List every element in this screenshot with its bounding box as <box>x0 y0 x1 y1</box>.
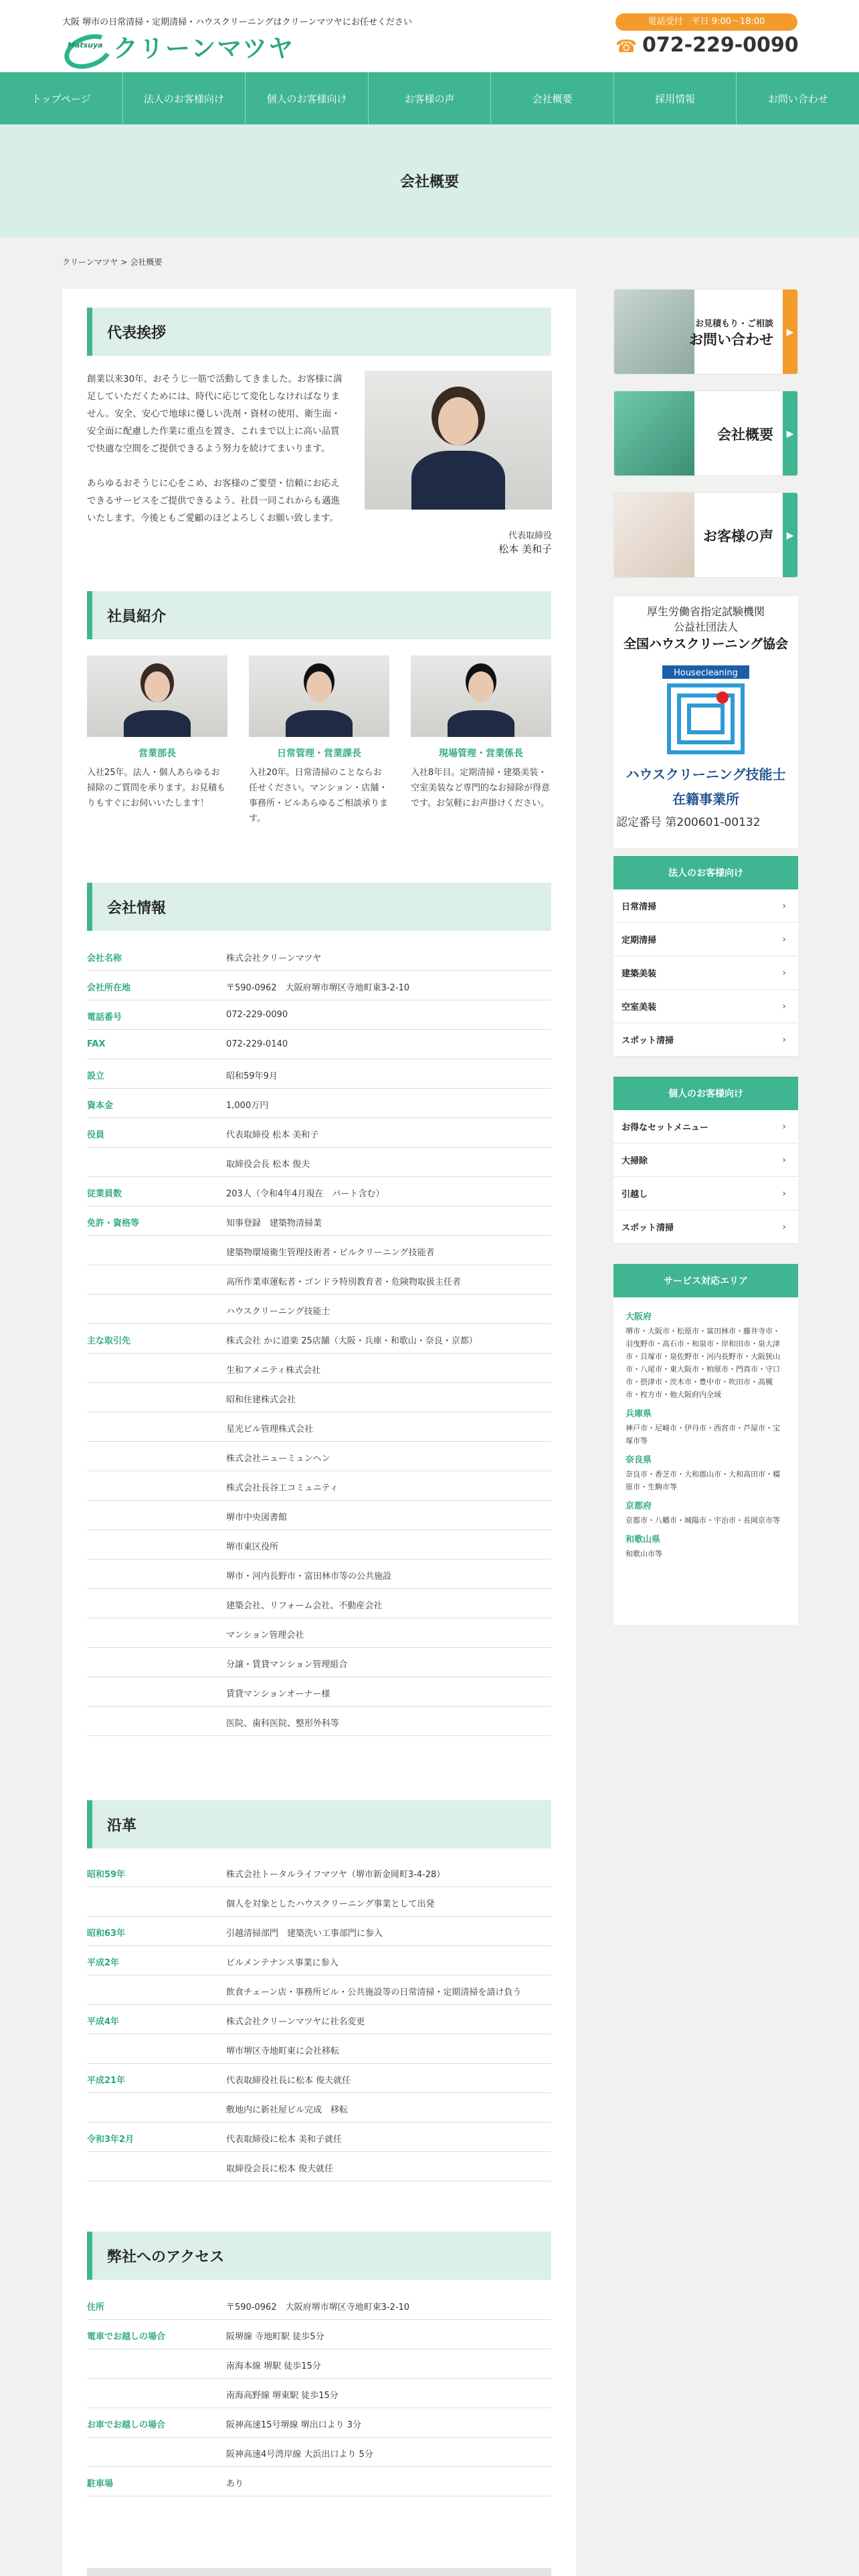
company-info-row <box>87 1442 551 1471</box>
assoc-cert-number: 認定番号 第200601-00132 <box>616 816 761 829</box>
nav-top[interactable]: トップページ <box>0 72 123 124</box>
staff-card-3 <box>411 655 551 811</box>
nav-company[interactable]: 会社概要 <box>491 72 614 124</box>
access-row <box>87 2320 551 2349</box>
staff-heading: 社員紹介 <box>87 591 551 639</box>
logo-swoosh-icon <box>62 31 109 61</box>
chevron-right-icon: › <box>782 1154 786 1166</box>
menu-item-label: 建築美装 <box>622 969 657 979</box>
banner-company-arrow-icon: ▶ <box>783 391 797 476</box>
company-info-value: マンション管理会社 <box>226 1630 304 1640</box>
area-prefecture: 大阪府 <box>626 1312 652 1322</box>
history-label <box>87 1975 226 2004</box>
company-info-label: 役員 <box>87 1130 105 1140</box>
menu-item-corp-3[interactable] <box>613 990 798 1023</box>
history-label <box>87 2093 226 2122</box>
area-prefecture: 和歌山県 <box>626 1535 661 1545</box>
company-info-value: 堺市東区役所 <box>226 1542 279 1552</box>
menu-item-label: スポット清掃 <box>622 1036 674 1046</box>
company-info-value: 高所作業車運転者・ゴンドラ特別教育者・危険物取扱主任者 <box>226 1277 462 1287</box>
area-cities: 和歌山市等 <box>626 1549 662 1558</box>
company-info-value: 建築会社、リフォーム会社、不動産会社 <box>226 1601 383 1611</box>
greeting-paragraph-2: あらゆるおそうじに心をこめ、お客様のご要望・信頼にお応えできるサービスをご提供できるよう、社員一同これからも邁進いたします。今後ともご愛顧のほどよろしくお願い致します。 <box>87 478 340 524</box>
company-info-row <box>87 1383 551 1412</box>
menu-item-personal-1[interactable] <box>613 1144 798 1177</box>
company-info-row <box>87 1589 551 1618</box>
company-info-row <box>87 1000 551 1030</box>
access-label <box>87 2379 226 2407</box>
company-info-value: 堺市中央図書館 <box>226 1513 288 1523</box>
menu-item-personal-3[interactable] <box>613 1210 798 1244</box>
staff-desc-1: 入社25年。法人・個人あらゆるお掃除のご質問を承ります。お見積もりもすぐにお伺いいたします！ <box>87 768 225 809</box>
nav-personal[interactable]: 個人のお客様向け <box>246 72 369 124</box>
company-info-label: 設立 <box>87 1071 105 1081</box>
company-info-label <box>87 1501 226 1529</box>
history-label <box>87 2034 226 2063</box>
housecleaning-emblem-icon <box>656 659 756 759</box>
history-value: 取締役会長に松本 俊夫就任 <box>226 2164 334 2174</box>
access-heading: 弊社へのアクセス <box>87 2232 551 2280</box>
history-row <box>87 2093 551 2123</box>
menu-item-corp-4[interactable] <box>613 1023 798 1057</box>
company-info-value: 072-229-0090 <box>226 1010 288 1020</box>
company-info-value: 生和アメニティ株式会社 <box>226 1366 321 1376</box>
banner-company-title: 会社概要 <box>717 427 773 443</box>
company-info-label: 主な取引先 <box>87 1336 131 1346</box>
company-info-row <box>87 1030 551 1059</box>
history-label <box>87 2152 226 2181</box>
company-info-row <box>87 1648 551 1677</box>
access-value: あり <box>226 2479 244 2489</box>
nav-voices[interactable]: お客様の声 <box>369 72 492 124</box>
area-prefecture: 奈良県 <box>626 1455 652 1465</box>
company-info-label <box>87 1471 226 1500</box>
access-table <box>87 2290 551 2496</box>
area-prefecture: 兵庫県 <box>626 1409 652 1419</box>
access-row <box>87 2290 551 2320</box>
personal-menu-heading: 個人のお客様向け <box>613 1077 798 1110</box>
breadcrumb <box>62 256 162 267</box>
site-header <box>0 0 859 72</box>
company-info-label <box>87 1442 226 1471</box>
company-info-row <box>87 1089 551 1118</box>
company-info-label <box>87 1618 226 1647</box>
company-info-value: 取締役会長 松本 俊夫 <box>226 1160 310 1170</box>
menu-item-label: スポット清掃 <box>622 1223 674 1233</box>
banner-contact-sub: お見積もり・ご相談 <box>694 318 773 329</box>
history-row <box>87 1917 551 1946</box>
history-label: 平成21年 <box>87 2076 126 2086</box>
company-info-row <box>87 1265 551 1295</box>
company-info-row <box>87 1471 551 1501</box>
company-info-label <box>87 1648 226 1677</box>
company-info-row <box>87 1118 551 1148</box>
phone-number: 072-229-0090 <box>642 33 799 57</box>
association-badge[interactable] <box>613 597 798 848</box>
history-label: 昭和63年 <box>87 1929 126 1939</box>
company-info-value: 株式会社 かに道楽 25店舗（大阪・兵庫・和歌山・奈良・京都） <box>226 1336 478 1346</box>
company-info-value: 医院、歯科医院、整形外科等 <box>226 1719 340 1729</box>
access-label: 駐車場 <box>87 2479 114 2489</box>
company-info-label <box>87 1707 226 1735</box>
menu-item-label: お得なセットメニュー <box>622 1123 708 1133</box>
staff-desc-3: 入社8年目。定期清掃・建築美装・空室美装など専門的なお掃除が得意です。お気軽にお声掛けください。 <box>411 768 551 809</box>
banner-contact-title: お問い合わせ <box>689 331 773 348</box>
company-info-value: ハウスクリーニング技能士 <box>226 1307 330 1317</box>
corporate-menu-heading: 法人のお客様向け <box>613 856 798 889</box>
chevron-right-icon: › <box>782 967 786 978</box>
access-row <box>87 2379 551 2408</box>
company-info-label: 電話番号 <box>87 1012 122 1023</box>
company-info-label <box>87 1148 226 1176</box>
emblem-text: Housecleaning <box>674 668 738 678</box>
banner-company-image <box>614 391 694 476</box>
history-label: 令和3年2月 <box>87 2135 134 2145</box>
company-info-row <box>87 1059 551 1089</box>
history-label: 平成4年 <box>87 2017 120 2027</box>
company-info-label: 免許・資格等 <box>87 1218 140 1228</box>
greeting-heading: 代表挨拶 <box>87 308 551 356</box>
logo-name: クリーンマツヤ <box>113 34 295 63</box>
area-cities: 堺市・大阪市・松原市・富田林市・藤井寺市・羽曳野市・高石市・和泉市・岸和田市・泉大津市・貝塚市・泉佐野市・河内長野市・大阪狭山市・八尾市・東大阪市・柏原市・門真市・守口市・摂津市・茨木市・豊中市・吹田市・高槻市・枚方市・他大阪府内全域 <box>626 1327 780 1399</box>
history-value: 株式会社クリーンマツヤに社名変更 <box>226 2017 365 2027</box>
company-info-label <box>87 1295 226 1323</box>
access-value: 南海本線 堺駅 徒歩15分 <box>226 2361 321 2371</box>
company-info-row <box>87 1560 551 1589</box>
president-title: 代表取締役 <box>508 531 552 541</box>
company-info-row <box>87 971 551 1000</box>
company-info-table <box>87 942 551 1736</box>
menu-item-corp-0[interactable] <box>613 889 798 923</box>
history-label <box>87 1887 226 1916</box>
page-title: 会社概要 <box>0 124 859 237</box>
company-info-value: 知事登録 建築物清掃業 <box>226 1218 322 1228</box>
banner-voices-arrow-icon: ▶ <box>783 493 797 578</box>
history-value: 個人を対象としたハウスクリーニング事業として出発 <box>226 1899 435 1909</box>
menu-item-label: 大掃除 <box>622 1156 648 1166</box>
company-info-row <box>87 1354 551 1383</box>
company-info-label <box>87 1383 226 1412</box>
access-map[interactable] <box>87 2568 551 2576</box>
personal-menu <box>613 1077 798 1244</box>
header-tagline: 大阪 堺市の日常清掃・定期清掃・ハウスクリーニングはクリーンマツヤにお任せください <box>62 17 412 27</box>
company-info-label <box>87 1412 226 1441</box>
history-value: 代表取締役社長に松本 俊夫就任 <box>226 2076 351 2086</box>
company-info-label <box>87 1236 226 1265</box>
menu-item-personal-2[interactable] <box>613 1177 798 1210</box>
area-cities: 神戸市・尼崎市・伊丹市・西宮市・芦屋市・宝塚市等 <box>626 1424 780 1445</box>
breadcrumb-home[interactable]: クリーンマツヤ <box>62 257 118 267</box>
history-label: 昭和59年 <box>87 1870 126 1880</box>
history-value: 代表取締役に松本 美和子就任 <box>226 2135 343 2145</box>
access-value: 阪神高速15号堺線 堺出口より 3分 <box>226 2420 362 2430</box>
company-info-row <box>87 1707 551 1736</box>
nav-contact[interactable]: お問い合わせ <box>767 92 828 105</box>
site-logo[interactable] <box>62 29 294 63</box>
company-info-label <box>87 1265 226 1294</box>
staff-role-2: 日常管理・営業課長 <box>277 748 361 759</box>
banner-contact[interactable] <box>613 289 798 374</box>
staff-photo-1 <box>87 655 227 737</box>
history-value: 株式会社トータルライフマツヤ（堺市新金岡町3-4-28） <box>226 1870 446 1880</box>
access-label: お車でお越しの場合 <box>87 2420 166 2430</box>
staff-photo-3 <box>411 655 551 737</box>
company-info-value: 株式会社クリーンマツヤ <box>226 954 322 964</box>
company-info-value: 〒590-0962 大阪府堺市堺区寺地町東3-2-10 <box>226 983 410 993</box>
history-heading: 沿革 <box>87 1800 551 1848</box>
access-row <box>87 2408 551 2438</box>
company-info-label <box>87 1530 226 1559</box>
company-info-row <box>87 1530 551 1560</box>
breadcrumb-separator: > <box>120 257 128 267</box>
company-info-value: 建築物環境衛生管理技術者・ビルクリーニング技能者 <box>226 1248 435 1258</box>
company-info-label <box>87 1560 226 1588</box>
banner-contact-arrow-icon: ▶ <box>783 290 797 374</box>
corporate-menu <box>613 856 798 1057</box>
company-info-value: 堺市・河内長野市・富田林市等の公共施設 <box>226 1572 392 1582</box>
banner-voices-title: お客様の声 <box>703 528 773 544</box>
company-info-row <box>87 1236 551 1265</box>
staff-card-1 <box>87 655 227 811</box>
company-info-row <box>87 1295 551 1324</box>
company-info-value: 昭和59年9月 <box>226 1071 278 1081</box>
president-photo <box>365 370 552 510</box>
staff-photo-2 <box>249 655 389 737</box>
phone-icon: ☎ <box>615 36 638 57</box>
staff-desc-2: 入社20年。日常清掃のことならお任せください。マンション・店舗・事務所・ビルあらゆるご相談承ります。 <box>249 768 389 824</box>
access-value: 阪神高速4号湾岸線 大浜出口より 5分 <box>226 2450 373 2460</box>
assoc-line-2b: 全国ハウスクリーニング協会 <box>623 637 789 651</box>
history-value: 飲食チェーン店・事務所ビル・公共施設等の日常清掃・定期清掃を請け負う <box>226 1988 522 1998</box>
service-area-heading: サービス対応エリア <box>613 1264 798 1297</box>
chevron-right-icon: › <box>782 1034 786 1045</box>
company-info-value: 株式会社ニューミュンヘン <box>226 1454 330 1464</box>
company-info-label: 会社所在地 <box>87 983 131 993</box>
area-cities: 奈良市・香芝市・大和郡山市・大和高田市・橿原市・生駒市等 <box>626 1470 780 1491</box>
nav-recruit[interactable]: 採用情報 <box>614 72 737 124</box>
chevron-right-icon: › <box>782 1000 786 1012</box>
access-label <box>87 2438 226 2466</box>
company-info-heading: 会社情報 <box>87 883 551 931</box>
header-phone[interactable] <box>615 33 799 57</box>
history-row <box>87 2034 551 2064</box>
assoc-line-1: 厚生労働省指定試験機関 <box>646 605 765 618</box>
access-label <box>87 2349 226 2378</box>
company-info-row <box>87 1177 551 1206</box>
banner-voices[interactable] <box>613 492 798 578</box>
breadcrumb-current: 会社概要 <box>130 257 163 267</box>
staff-role-3: 現場管理・営業係長 <box>439 748 523 759</box>
company-info-row <box>87 1618 551 1648</box>
access-value: 阪堺線 寺地町駅 徒歩5分 <box>226 2332 324 2342</box>
chevron-right-icon: › <box>782 1188 786 1199</box>
history-row <box>87 1887 551 1917</box>
history-row <box>87 1975 551 2005</box>
company-info-label: 会社名称 <box>87 954 122 964</box>
history-value: ビルメンテナンス事業に参入 <box>226 1958 339 1968</box>
history-value: 堺市堺区寺地町東に会社移転 <box>226 2046 340 2056</box>
history-value: 引越清掃部門 建築洗い工事部門に参入 <box>226 1929 383 1939</box>
history-row <box>87 2152 551 2181</box>
menu-item-corp-2[interactable] <box>613 956 798 990</box>
company-info-row <box>87 1677 551 1707</box>
menu-item-label: 日常清掃 <box>622 902 657 912</box>
assoc-line-3a: ハウスクリーニング技能士 <box>626 766 786 782</box>
menu-item-label: 定期清掃 <box>622 936 657 946</box>
company-info-value: 賃貸マンションオーナー様 <box>226 1689 330 1699</box>
access-value: 南海高野線 堺東駅 徒歩15分 <box>226 2391 339 2401</box>
company-info-row <box>87 1412 551 1442</box>
company-info-value: 星光ビル管理株式会社 <box>226 1424 314 1434</box>
banner-company[interactable] <box>613 391 798 476</box>
company-info-row <box>87 1148 551 1177</box>
logo-sub-text: Matsuya <box>68 41 103 49</box>
history-table <box>87 1858 551 2181</box>
company-info-value: 1,000万円 <box>226 1101 269 1111</box>
menu-item-label: 空室美装 <box>622 1002 657 1012</box>
assoc-line-2a: 公益社団法人 <box>673 621 738 633</box>
access-value: 〒590-0962 大阪府堺市堺区寺地町東3-2-10 <box>226 2302 410 2313</box>
access-label: 住所 <box>87 2302 105 2313</box>
company-info-label: 資本金 <box>87 1101 114 1111</box>
chevron-right-icon: › <box>782 934 786 945</box>
history-label: 平成2年 <box>87 1958 120 1968</box>
staff-card-2 <box>249 655 389 827</box>
company-info-label: FAX <box>87 1039 106 1049</box>
nav-corporate[interactable]: 法人のお客様向け <box>123 72 246 124</box>
access-row <box>87 2467 551 2496</box>
service-area <box>613 1264 798 1625</box>
company-info-value: 株式会社長谷工コミュニティ <box>226 1483 339 1493</box>
tel-hours-badge: 電話受付 平日 9:00〜18:00 <box>615 13 797 31</box>
global-nav <box>0 72 859 124</box>
access-row <box>87 2438 551 2467</box>
area-cities: 京都市・八幡市・城陽市・宇治市・長岡京市等 <box>626 1516 780 1525</box>
company-info-label <box>87 1677 226 1706</box>
assoc-line-3b: 在籍事業所 <box>672 791 739 807</box>
area-prefecture: 京都府 <box>626 1501 652 1511</box>
menu-item-corp-1[interactable] <box>613 923 798 956</box>
main-content <box>62 289 576 2576</box>
staff-role-1: 営業部長 <box>138 748 176 759</box>
company-info-value: 昭和住建株式会社 <box>226 1395 296 1405</box>
access-row <box>87 2349 551 2379</box>
company-info-row <box>87 1324 551 1354</box>
access-label: 電車でお越しの場合 <box>87 2332 166 2342</box>
history-row <box>87 2005 551 2034</box>
banner-contact-image <box>614 290 694 374</box>
company-info-value: 072-229-0140 <box>226 1039 288 1049</box>
menu-item-label: 引越し <box>622 1190 648 1200</box>
company-info-row <box>87 1501 551 1530</box>
history-row <box>87 1858 551 1887</box>
company-info-label: 従業員数 <box>87 1189 122 1199</box>
chevron-right-icon: › <box>782 1221 786 1232</box>
company-info-label <box>87 1589 226 1618</box>
greeting-text <box>87 370 347 544</box>
chevron-right-icon: › <box>782 900 786 911</box>
menu-item-personal-0[interactable] <box>613 1110 798 1144</box>
history-row <box>87 1946 551 1975</box>
company-info-label <box>87 1354 226 1382</box>
company-info-row <box>87 942 551 971</box>
company-info-value: 203人（令和4年4月現在 パート含む） <box>226 1189 385 1199</box>
president-name: 松本 美和子 <box>498 543 552 555</box>
banner-voices-image <box>614 493 694 578</box>
history-row <box>87 2064 551 2093</box>
greeting-paragraph-1: 創業以来30年、おそうじ一筋で活動してきました。お客様に満足していただくためには、時代に応じて変化しなければなりません。安全、安心で地球に優しい洗剤・資材の使用、衛生面・安全面に配慮した作業に重点を置き、これまで以上に高い品質で快適な空間をご提供できるよう努力を続けてまいります。 <box>87 374 343 454</box>
company-info-row <box>87 1206 551 1236</box>
history-value: 敷地内に新社屋ビル完成 移転 <box>226 2105 349 2115</box>
company-info-value: 分譲・賃貸マンション管理組合 <box>226 1660 348 1670</box>
chevron-right-icon: › <box>782 1121 786 1132</box>
company-info-value: 代表取締役 松本 美和子 <box>226 1130 319 1140</box>
history-row <box>87 2123 551 2152</box>
